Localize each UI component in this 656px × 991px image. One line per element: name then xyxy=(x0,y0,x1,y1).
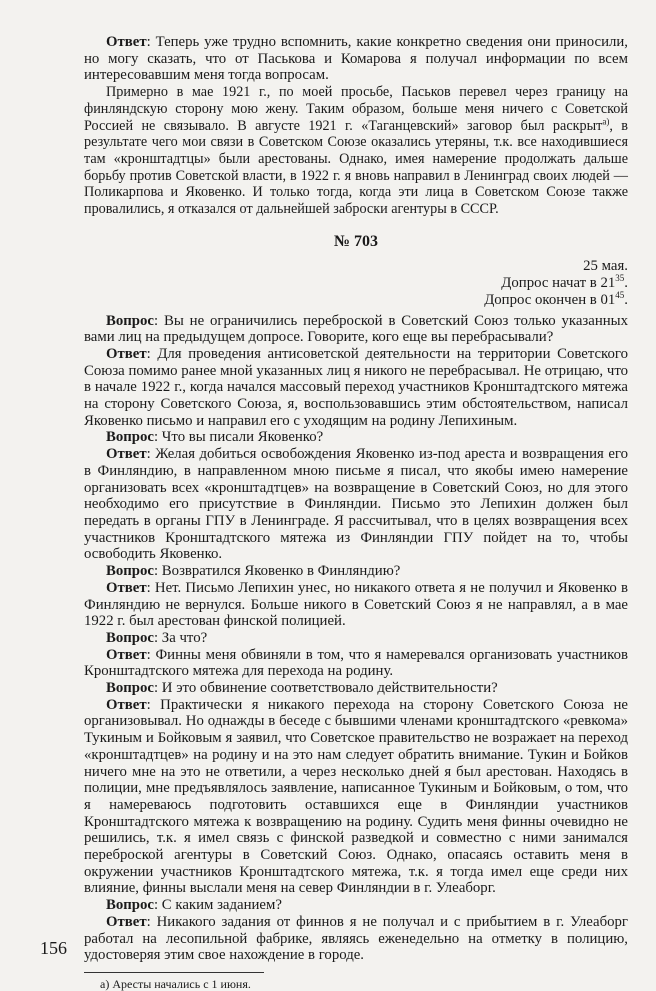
question-paragraph: Вопрос: За что? xyxy=(106,629,208,646)
answer-text: : Теперь уже трудно вспомнить, какие конкретно сведения они приносили, но могу сказать, что от Паськова и Комарова я получал информации по всем интересовавшим меня тогда вопросам. xyxy=(84,34,628,84)
footnote-marker: а) xyxy=(100,976,110,991)
question-paragraph: Вопрос: Что вы писали Яковенко? xyxy=(106,429,324,446)
answer-label: Ответ xyxy=(106,34,147,50)
question-paragraph: Вопрос: Вы не ограничились переброской в Советский Союз только указанных вами лиц на предыдущем допросе. Говорите, кого еще вы перебрасывали? xyxy=(84,312,628,346)
document-number: № 703 xyxy=(333,232,379,250)
answer-paragraph: Ответ: Практически я никакого перехода на сторону Советского Союза не организовывал. Но однажды в беседе с бывшими членами кронштадтского «ревкома» Тукиным и Бойковым я заявил, что Советское правительство не возражает на переход «кронштадтцев» на родину и на это нам следует обратить внимание. Тукин и Бойков ничего мне на это не ответили, а через несколько дней я был арестован. Находясь в полиции, мне предъявлялось заявление, написанное Тукиным и Бойковым, о том, что я намереваюсь подготовить оставшихся еще в Финляндии участников Кронштадтского мятежа к возвращению на родину. Судить меня финны очевидно не решились, т.к. я имел связь с финской разведкой и совместно с ними занимался переброской агентуры в Советский Союз. Однако, опасаясь оставить меня в окружении участников Кронштадтского мятежа, т.к. я тогда имел еще среди них влияние, финны выслали меня на север Финляндии в г. Улеаборг. xyxy=(84,696,628,897)
footnote-text: Аресты начались с 1 июня. xyxy=(109,976,251,991)
interrogation-date: 25 мая. xyxy=(583,258,628,275)
answer-paragraph xyxy=(84,34,628,84)
footnote-rule xyxy=(84,972,264,973)
dialogue xyxy=(84,313,628,964)
footnote xyxy=(84,977,628,991)
narrative-text: Примерно в мае 1921 г., по моей просьбе, Паськов перевел через границу на финляндскую сторону мою жену. Таким образом, больше меня ничего с Советской Россией не связывало. В августе 1921 г. «Таганцевский» заговор был раскрыт xyxy=(84,84,628,134)
narrative-text-cont: , в результате чего мои связи в Советском Союзе оказались утеряны, т.к. все находившиеся там «кронштадтцы» были арестованы. Однако, имея намерение продолжать дальше борьбу против Советской власти, в 1922 г. я вновь направил в Ленинград своих людей — Поликарпова и Яковенко. И только тогда, когда эти лица в Советском Союзе также провалились, я отказался от дальнейшей заброски агентуры в СССР. xyxy=(84,117,628,218)
answer-paragraph: Ответ: Для проведения антисоветской деятельности на территории Советского Союза помимо ранее мной указанных лиц я никого не перебрасывал. Не отрицаю, что в начале 1922 г., когда начался массовый переход участников Кронштадтского мятежа на сторону Советского Союза, я, воспользовавшись этим обстоятельством, написал Яковенко письмо и направил его с уходящим на родину Лепихиным. xyxy=(84,345,628,429)
footnote-ref: а) xyxy=(602,115,610,126)
answer-paragraph: Ответ: Желая добиться освобождения Яковенко из-под ареста и возвращения его в Финляндию, в направленном мною письме я писал, что якобы имею намерение организовать всех «кронштадтцев» на возвращение в Советский Союз, но для этого необходимо его присутствие в Финляндии. Письмо это Лепихин должен был передать в органы ГПУ в Ленинграде. Я рассчитывал, что в целях возвращения всех участников Кронштадтского мятежа из Финляндии ГПУ пойдет на то, чтобы освободить Яковенко. xyxy=(84,446,628,563)
answer-paragraph: Ответ: Никакого задания от финнов я не получал и с прибытием в г. Улеаборг работал на лесопильной фабрике, являясь еженедельно на отметку в полицию, удостоверяя этим свое нахождение в городе. xyxy=(84,913,628,964)
question-paragraph: Вопрос: С каким заданием? xyxy=(106,897,282,914)
document-page xyxy=(84,34,628,991)
interrogation-end: Допрос окончен в $01^{45}$. xyxy=(484,289,628,308)
narrative-paragraph xyxy=(84,84,628,218)
question-paragraph: Вопрос: Возвратился Яковенко в Финляндию? xyxy=(106,563,401,580)
interrogation-start: Допрос начат в $21^{35}$. xyxy=(501,273,628,292)
answer-paragraph: Ответ: Финны меня обвиняли в том, что я намеревался организовать участников Кронштадтского мятежа для перехода на родину. xyxy=(84,646,628,680)
page-number: 156 xyxy=(40,938,67,958)
answer-paragraph: Ответ: Нет. Письмо Лепихин унес, но никакого ответа я не получил и Яковенко в Финляндию не вернулся. Больше никого в Советский Союз я не направлял, а в мае 1922 г. был арестован финской полицией. xyxy=(84,579,628,630)
question-paragraph: Вопрос: И это обвинение соответствовало действительности? xyxy=(106,680,498,697)
